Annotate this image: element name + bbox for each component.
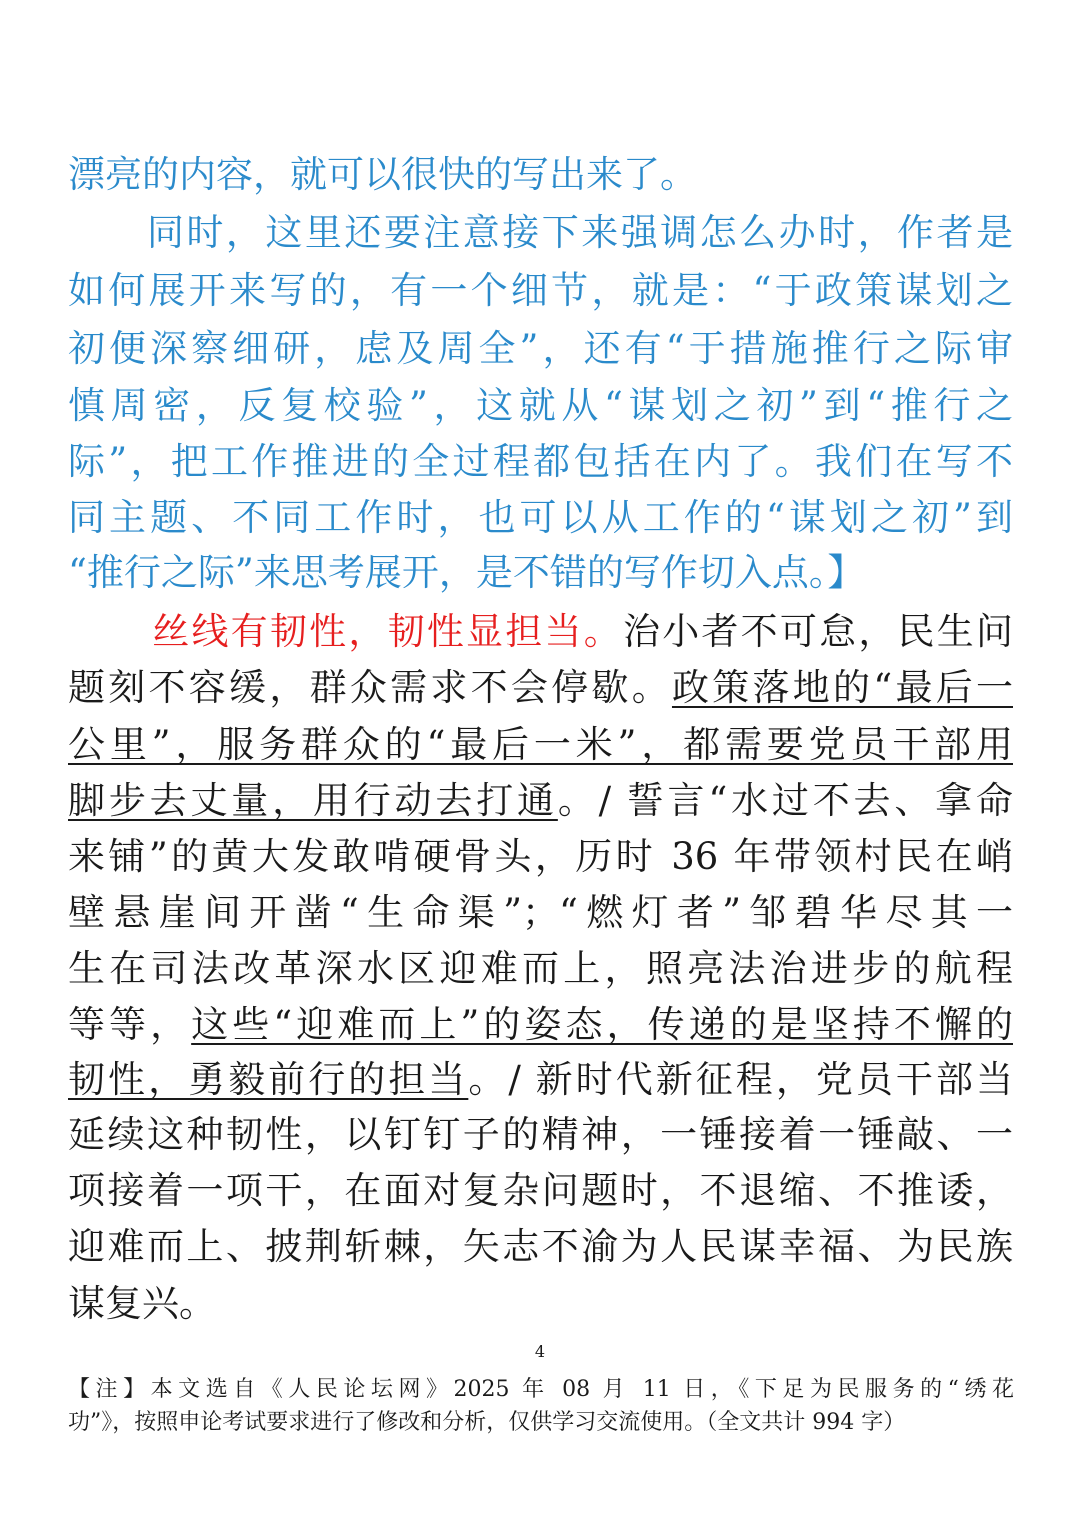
footnote-line-1: 【注】本文选自《人民论坛网》2025 年 08 月 11 日，《下足为民服务的“绣花 <box>68 1377 1014 1402</box>
key-sentence-underlined: 韧性，勇毅前行的担当 <box>68 1058 469 1101</box>
body-line-5: 来铺”的黄大发敢啃硬骨头，历时 36 年带领村民在峭 <box>68 835 1013 878</box>
body-line-13: 谋复兴。 <box>68 1282 216 1325</box>
body-line-1: 丝线有韧性，韧性显担当。治小者不可怠，民生问 <box>150 610 1013 653</box>
body-line-8: 等等，这些“迎难而上”的姿态，传递的是坚持不懈的 <box>68 1003 1013 1046</box>
commentary-line-8: “推行之际”来思考展开，是不错的写作切入点。】 <box>68 551 865 594</box>
body-line-10: 延续这种韧性，以钉钉子的精神，一锤接着一锤敲、一 <box>68 1113 1013 1156</box>
key-sentence-underlined: 这些“迎难而上”的姿态，传递的是坚持不懈的 <box>191 1003 1013 1046</box>
body-line-9: 韧性，勇毅前行的担当。/ 新时代新征程，党员干部当 <box>68 1058 1013 1101</box>
body-line-6: 壁悬崖间开凿“生命渠”；“燃灯者”邹碧华尽其一 <box>68 891 1013 934</box>
key-sentence-underlined: 脚步去丈量，用行动去打通 <box>68 779 558 822</box>
section-heading: 丝线有韧性，韧性显担当。 <box>150 610 623 653</box>
commentary-line-1: 漂亮的内容，就可以很快的写出来了。 <box>68 153 697 196</box>
body-line-7: 生在司法改革深水区迎难而上，照亮法治进步的航程 <box>68 947 1013 990</box>
body-line-3 <box>68 716 1013 774</box>
commentary-line-3: 如何展开来写的，有一个细节，就是：“于政策谋划之 <box>68 269 1013 312</box>
body-line-2: 题刻不容缓，群众需求不会停歇。政策落地的“最后一 <box>68 666 1013 709</box>
commentary-line-6: 际”，把工作推进的全过程都包括在内了。我们在写不 <box>68 440 1013 483</box>
key-sentence-underlined: 公里”，服务群众的“最后一米”，都需要党员干部用 <box>68 723 1013 766</box>
body-line-11: 项接着一项干，在面对复杂问题时，不退缩、不推诿， <box>68 1169 1013 1212</box>
page-number: 4 <box>534 1342 546 1361</box>
commentary-line-2: 同时，这里还要注意接下来强调怎么办时，作者是 <box>68 211 1013 254</box>
key-sentence-underlined: 政策落地的“最后一 <box>671 666 1013 709</box>
body-line-12: 迎难而上、披荆斩棘，矢志不渝为人民谋幸福、为民族 <box>68 1225 1013 1268</box>
commentary-line-4: 初便深察细研，虑及周全”，还有“于措施推行之际审 <box>68 327 1013 370</box>
commentary-line-5: 慎周密，反复校验”，这就从“谋划之初”到“推行之 <box>68 384 1013 427</box>
commentary-line-7: 同主题、不同工作时，也可以从工作的“谋划之初”到 <box>68 496 1013 539</box>
body-line-4: 脚步去丈量，用行动去打通。/ 誓言“水过不去、拿命 <box>68 779 1013 822</box>
footnote-line-2: 功”》，按照申论考试要求进行了修改和分析，仅供学习交流使用。（全文共计 994 字） <box>68 1410 906 1435</box>
